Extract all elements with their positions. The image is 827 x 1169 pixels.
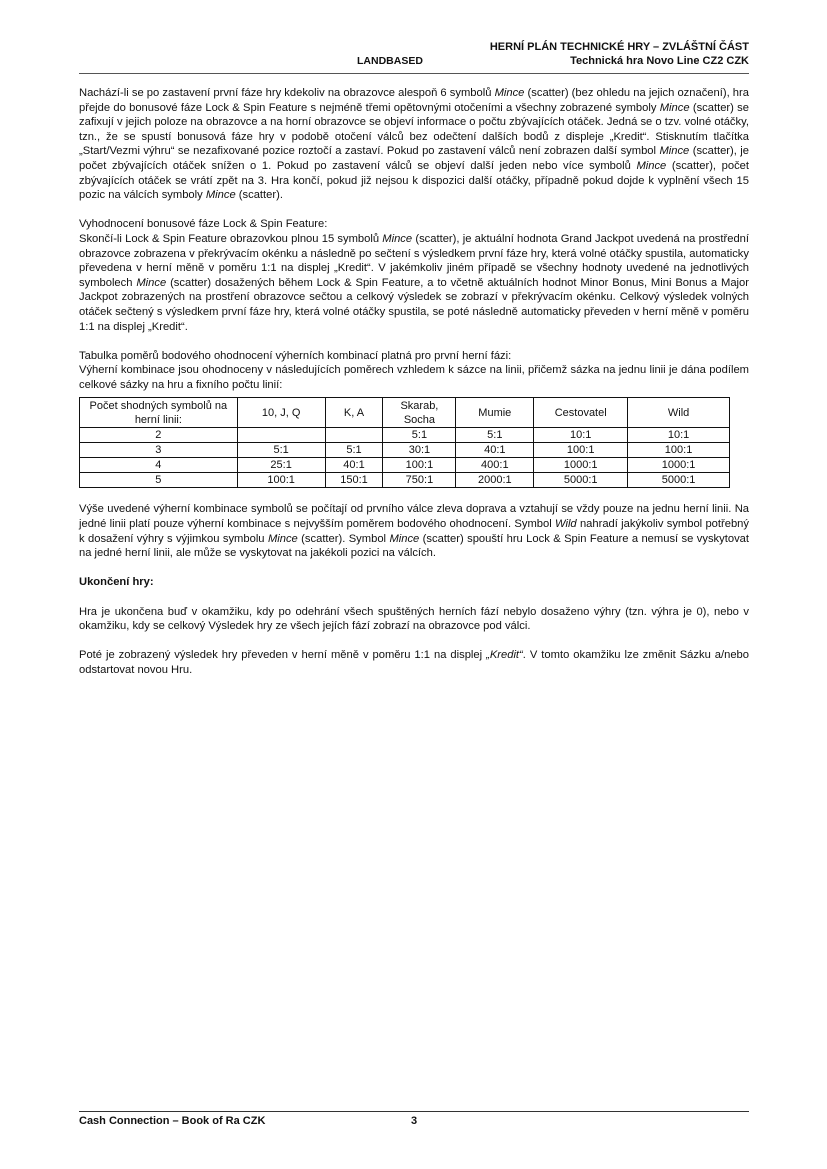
paragraph-paytable-intro: Tabulka poměrů bodového ohodnocení výherních kombinací platná pro první herní fázi: Výherní kombinace jsou ohodnoceny v následujících poměrech vzhledem k sázce na linii, přičemž sázka na jednu linii je dána podílem celkové sázky na hru a fixního počtu linií: [79, 349, 749, 391]
table-row: 5 100:1 150:1 750:1 2000:1 5000:1 5000:1 [80, 473, 730, 488]
table-row: 3 5:1 5:1 30:1 40:1 100:1 100:1 [80, 443, 730, 458]
table-row: 2 5:1 5:1 10:1 10:1 [80, 428, 730, 443]
header-subtitle: Technická hra Novo Line CZ2 CZK [570, 55, 749, 67]
header-cell: Počet shodných symbolů na herní linii: [80, 398, 238, 428]
header-cell: Wild [628, 398, 730, 428]
paragraph-lock-spin-intro: Nachází-li se po zastavení první fáze hry kdekoliv na obrazovce alespoň 6 symbolů Mince (scatter) (bez ohledu na jejich označení), hra přejde do bonusové fáze Lock & Spin Feature s nejméně třemi opětovnými otočeními a všechny zobrazené symboly Mince (scatter) se zafixují v jejich poloze na obrazovce a na horní obrazovce se objeví informace o počtu zbývajících otáček. Jedná se o tzv. volné otáčky, tzn., že se spustí bonusová fáze hry v podobě otočení válců bez odečtení dalších bodů z displeje „Kredit“. Stisknutím tlačítka „Start/Vezmi výhru“ se nezafixované pozice roztočí a zastaví. Pokud po zastavení válců není zobrazen další symbol Mince (scatter), je počet zbývajících otáček snížen o 1. Pokud po zastavení válců se objeví další jeden nebo více symbolů Mince (scatter), počet zbývajících otáček se vrátí zpět na 3. Hra končí, pokud již nejsou k dispozici další otáčky, případně pokud dojde k vyplnění všech 15 pozic na válcích symboly Mince (scatter). [79, 87, 749, 202]
paragraph-end-of-game: Hra je ukončena buď v okamžiku, kdy po odehrání všech spuštěných herních fází nebylo dosaženo výhry (tzn. výhra je 0), nebo v okamžiku, kdy se celkový Výsledek hry ze všech jejích fází zobrazí na obrazovce pod válci. [79, 605, 749, 633]
page-number: 3 [411, 1115, 418, 1127]
footer-title: Cash Connection – Book of Ra CZK [79, 1115, 266, 1127]
bonus-evaluation-heading: Vyhodnocení bonusové fáze Lock & Spin Feature: [79, 218, 328, 231]
header-cell: 10, J, Q [237, 398, 325, 428]
header-cell: Mumie [456, 398, 534, 428]
header-cell: Skarab, Socha [383, 398, 456, 428]
paytable-header-row [80, 398, 730, 428]
header-title: HERNÍ PLÁN TECHNICKÉ HRY – ZVLÁŠTNÍ ČÁST [489, 41, 749, 53]
header-title-block [490, 40, 749, 68]
document-body [79, 86, 749, 692]
table-row: 4 25:1 40:1 100:1 400:1 1000:1 1000:1 [80, 458, 730, 473]
header-cell: Cestovatel [534, 398, 628, 428]
paytable [79, 397, 730, 488]
footer-rule [79, 1111, 749, 1112]
header-landbased: LANDBASED [357, 55, 423, 67]
section-heading-end-of-game: Ukončení hry: [79, 576, 154, 589]
header-cell: K, A [325, 398, 383, 428]
header-rule [79, 73, 749, 74]
paragraph-result-transfer: Poté je zobrazený výsledek hry převeden v herní měně v poměru 1:1 na displej „Kredit“. V tomto okamžiku lze změnit Sázku a/nebo odstartovat novou Hru. [79, 649, 750, 676]
paragraph-winning-combinations: Výše uvedené výherní kombinace symbolů se počítají od prvního válce zleva doprava a vztahují se vždy pouze na jednu herní linii. Na jedné linii platí pouze výherní kombinace s nejvyšším poměrem bodového ohodnocení. Symbol Wild nahradí jakýkoliv symbol potřebný k dosažení výhry s výjimkou symbolu Mince (scatter). Symbol Mince (scatter) spouští hru Lock & Spin Feature a nemusí se vyskytovat na jedné herní linii, ale může se vyskytovat na jakékoli pozici na válcích. [79, 503, 749, 560]
paragraph-bonus-evaluation: Vyhodnocení bonusové fáze Lock & Spin Feature: Skončí-li Lock & Spin Feature obrazovkou plnou 15 symbolů Mince (scatter), je aktuální hodnota Grand Jackpot uvedená na prostřední obrazovce zobrazena v překrývacím okénku a následně po sečtení s výsledkem první fáze hry, která volné otáčky spustila, automaticky převedena v herní měně v poměru 1:1 na displej „Kredit“. V jakémkoliv jiném případě se všechny hodnoty uvedené na jednotlivých symbolech Mince (scatter) dosažených během Lock & Spin Feature, a to včetně aktuálních hodnot Minor Bonus, Mini Bonus a Major Jackpot zobrazených na prostření obrazovce sečtou a celkový výsledek se zobrazí v překrývacím okénku. Celkový výsledek volných otáček sečtený s výsledkem první fáze hry, která volné otáčky spustila, se poté následně automaticky převeden v herní měně v poměru 1:1 na displej „Kredit“. [79, 218, 749, 333]
